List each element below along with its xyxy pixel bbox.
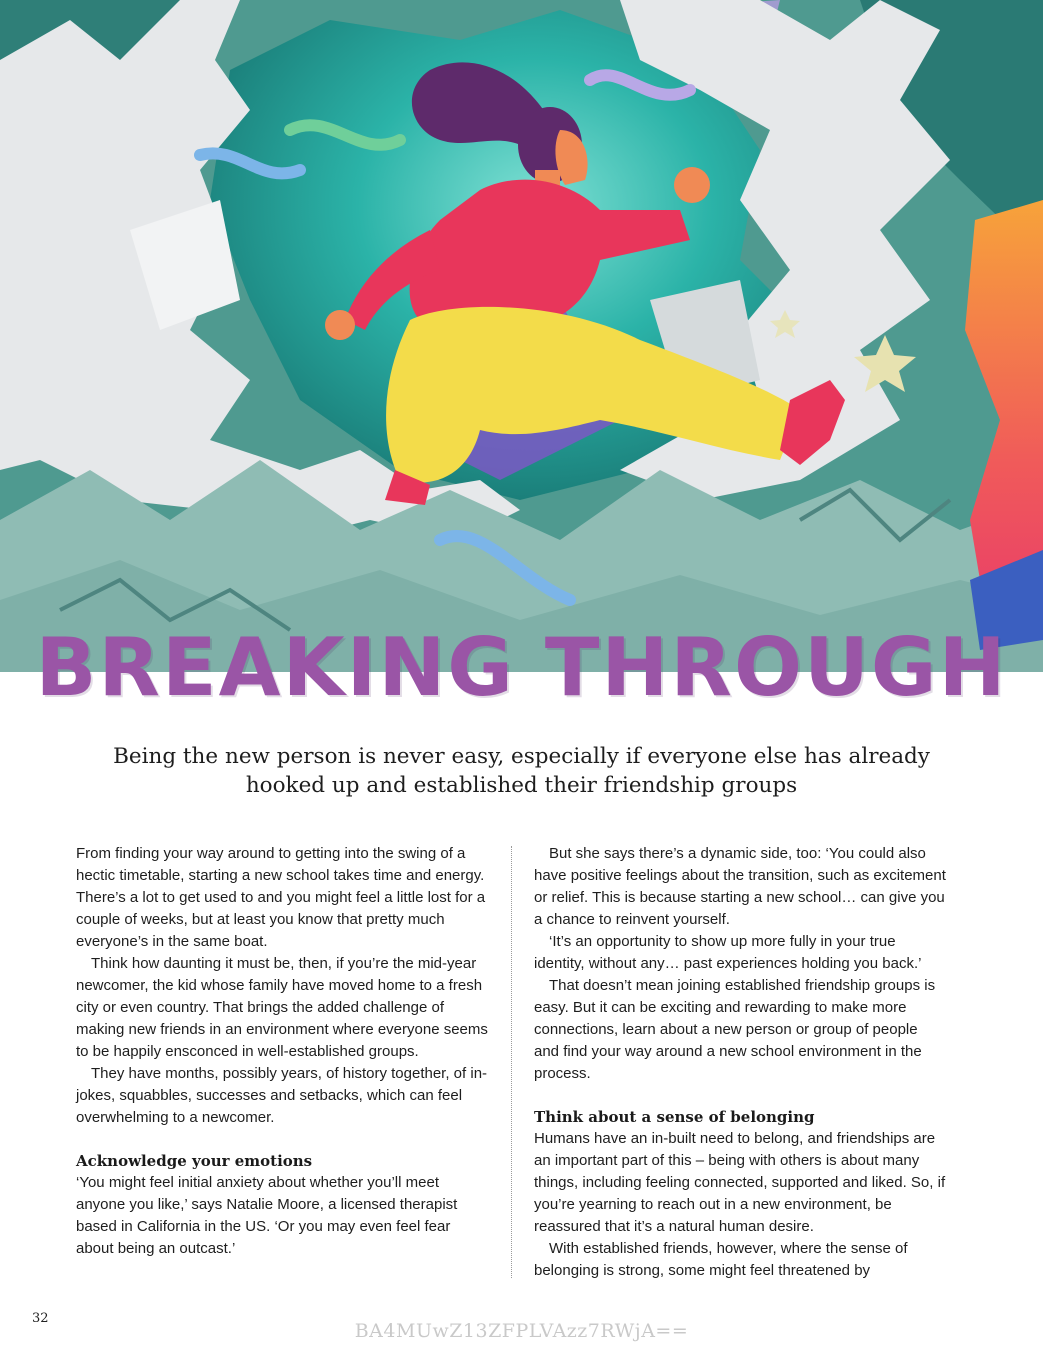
- body-paragraph: But she says there’s a dynamic side, too: ‘You could also have positive feelings about the transition, such as excitement or relief. This is because starting a new school… can give you a chance to reinvent yourself.: [534, 845, 946, 928]
- body-column-left: [76, 843, 488, 1260]
- hero-illustration: [0, 0, 1043, 672]
- body-paragraph: Think how daunting it must be, then, if you’re the mid-year newcomer, the kid whose family have moved home to a fresh city or even country. That brings the added challenge of making new friends in an environment where everyone seems to be happily ensconced in well-established groups.: [76, 955, 488, 1060]
- body-paragraph: With established friends, however, where the sense of belonging is strong, some might feel threatened by: [534, 1240, 908, 1279]
- body-paragraph: Humans have an in-built need to belong, and friendships are an important part of this – being with others is about many things, including feeling connected, supported and liked. So, if you’re yearning to reach out in a new environment, be reassured that it’s a natural human desire.: [534, 1130, 946, 1235]
- article-standfirst: Being the new person is never easy, especially if everyone else has already hooked up and established their friendship groups: [113, 744, 930, 798]
- body-column-right: [534, 843, 946, 1282]
- subheading-sense-of-belonging: Think about a sense of belonging: [534, 1108, 815, 1126]
- article-title: BREAKING THROUGH: [35, 621, 1008, 714]
- body-paragraph: ‘You might feel initial anxiety about whether you’ll meet anyone you like,’ says Natalie Moore, a licensed therapist based in California in the US. ‘Or you may even feel fear about being an outcast.’: [76, 1174, 458, 1257]
- subheading-acknowledge-emotions: Acknowledge your emotions: [76, 1152, 313, 1170]
- column-divider: [511, 846, 512, 1278]
- body-paragraph: From finding your way around to getting into the swing of a hectic timetable, starting a new school takes time and energy. There’s a lot to get used to and you might feel a little lost for a couple of weeks, but at least you know that pretty much everyone’s in the same boat.: [76, 845, 486, 950]
- girl-leaping-through-paper-icon: [0, 0, 1043, 672]
- body-paragraph: That doesn’t mean joining established friendship groups is easy. But it can be exciting and rewarding to make more connections, learn about a new person or group of people and find your way around a new school environment in the process.: [534, 977, 936, 1082]
- watermark: BA4MUwZ13ZFPLVAzz7RWjA==: [354, 1320, 689, 1342]
- page-number: 32: [32, 1311, 49, 1326]
- body-paragraph: ‘It’s an opportunity to show up more fully in your true identity, without any… past experiences holding you back.’: [534, 933, 922, 972]
- body-paragraph: They have months, possibly years, of history together, of in-jokes, squabbles, successes and setbacks, which can feel overwhelming to a newcomer.: [76, 1065, 488, 1126]
